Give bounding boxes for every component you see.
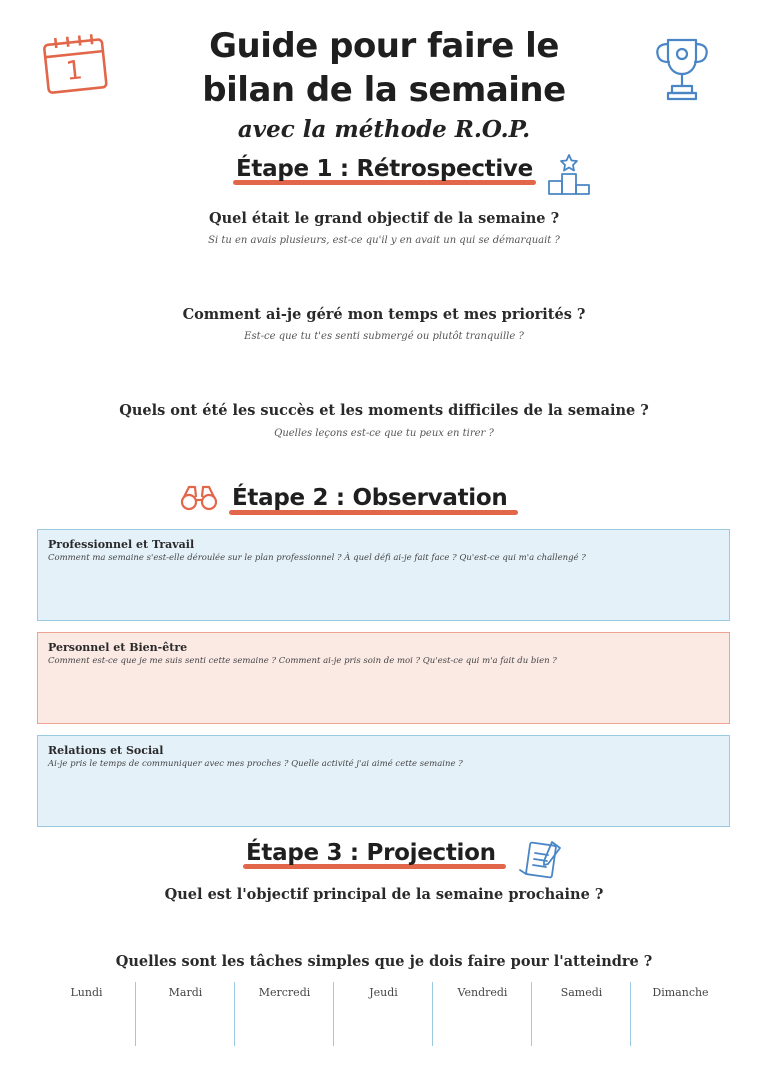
day-label: Lundi bbox=[70, 986, 103, 999]
step1-question-2: Comment ai-je géré mon temps et mes priorités ? bbox=[182, 306, 586, 323]
calendar-number: 1 bbox=[64, 55, 85, 87]
step1-hint-1: Si tu en avais plusieurs, est-ce qu'il y en avait un qui se démarquait ? bbox=[208, 235, 560, 246]
step3-question-1: Quel est l'objectif principal de la semaine prochaine ? bbox=[164, 886, 604, 903]
checklist-icon bbox=[518, 838, 564, 880]
day-column-vendredi[interactable] bbox=[433, 982, 532, 1048]
step1-title: Étape 1 : Rétrospective bbox=[236, 156, 533, 182]
step2-title: Étape 2 : Observation bbox=[232, 485, 508, 511]
observation-box-work[interactable] bbox=[37, 529, 730, 621]
box-title: Personnel et Bien-être bbox=[48, 641, 188, 654]
day-label: Jeudi bbox=[369, 986, 398, 999]
observation-box-personal[interactable] bbox=[37, 632, 730, 724]
step1-hint-2: Est-ce que tu t'es senti submergé ou plutôt tranquille ? bbox=[244, 331, 524, 342]
day-label: Vendredi bbox=[457, 986, 508, 999]
step3-title: Étape 3 : Projection bbox=[246, 840, 496, 866]
day-column-samedi[interactable] bbox=[532, 982, 631, 1048]
step3-question-2: Quelles sont les tâches simples que je dois faire pour l'atteindre ? bbox=[115, 953, 653, 970]
subtitle: avec la méthode R.O.P. bbox=[237, 116, 531, 143]
day-label: Mercredi bbox=[258, 986, 311, 999]
step1-question-3: Quels ont été les succès et les moments difficiles de la semaine ? bbox=[119, 402, 649, 419]
week-planner bbox=[37, 982, 730, 1048]
title-line-2: bilan de la semaine bbox=[202, 70, 566, 110]
box-title: Professionnel et Travail bbox=[48, 538, 195, 551]
day-column-mercredi[interactable] bbox=[235, 982, 334, 1048]
day-label: Samedi bbox=[560, 986, 603, 999]
step1-question-1: Quel était le grand objectif de la semaine ? bbox=[208, 210, 560, 227]
day-label: Dimanche bbox=[652, 986, 709, 999]
box-hint: Comment ma semaine s'est-elle déroulée sur le plan professionnel ? À quel défi ai-je fait face ? Qu'est-ce qui m'a challengé ? bbox=[48, 553, 586, 563]
step1-hint-3: Quelles leçons est-ce que tu peux en tirer ? bbox=[274, 428, 494, 439]
day-column-lundi[interactable] bbox=[37, 982, 136, 1048]
trophy-icon bbox=[650, 32, 714, 104]
box-hint: Ai-je pris le temps de communiquer avec mes proches ? Quelle activité j'ai aimé cette semaine ? bbox=[48, 759, 463, 769]
podium-icon bbox=[546, 152, 592, 198]
binoculars-icon bbox=[180, 483, 218, 513]
title-line-1: Guide pour faire le bbox=[209, 26, 559, 66]
day-column-mardi[interactable] bbox=[136, 982, 235, 1048]
day-label: Mardi bbox=[168, 986, 203, 999]
day-column-dimanche[interactable] bbox=[631, 982, 730, 1048]
observation-box-social[interactable] bbox=[37, 735, 730, 827]
box-hint: Comment est-ce que je me suis senti cette semaine ? Comment ai-je pris soin de moi ? Qu'est-ce qui m'a fait du bien ? bbox=[48, 656, 557, 666]
day-column-jeudi[interactable] bbox=[334, 982, 433, 1048]
box-title: Relations et Social bbox=[48, 744, 164, 757]
